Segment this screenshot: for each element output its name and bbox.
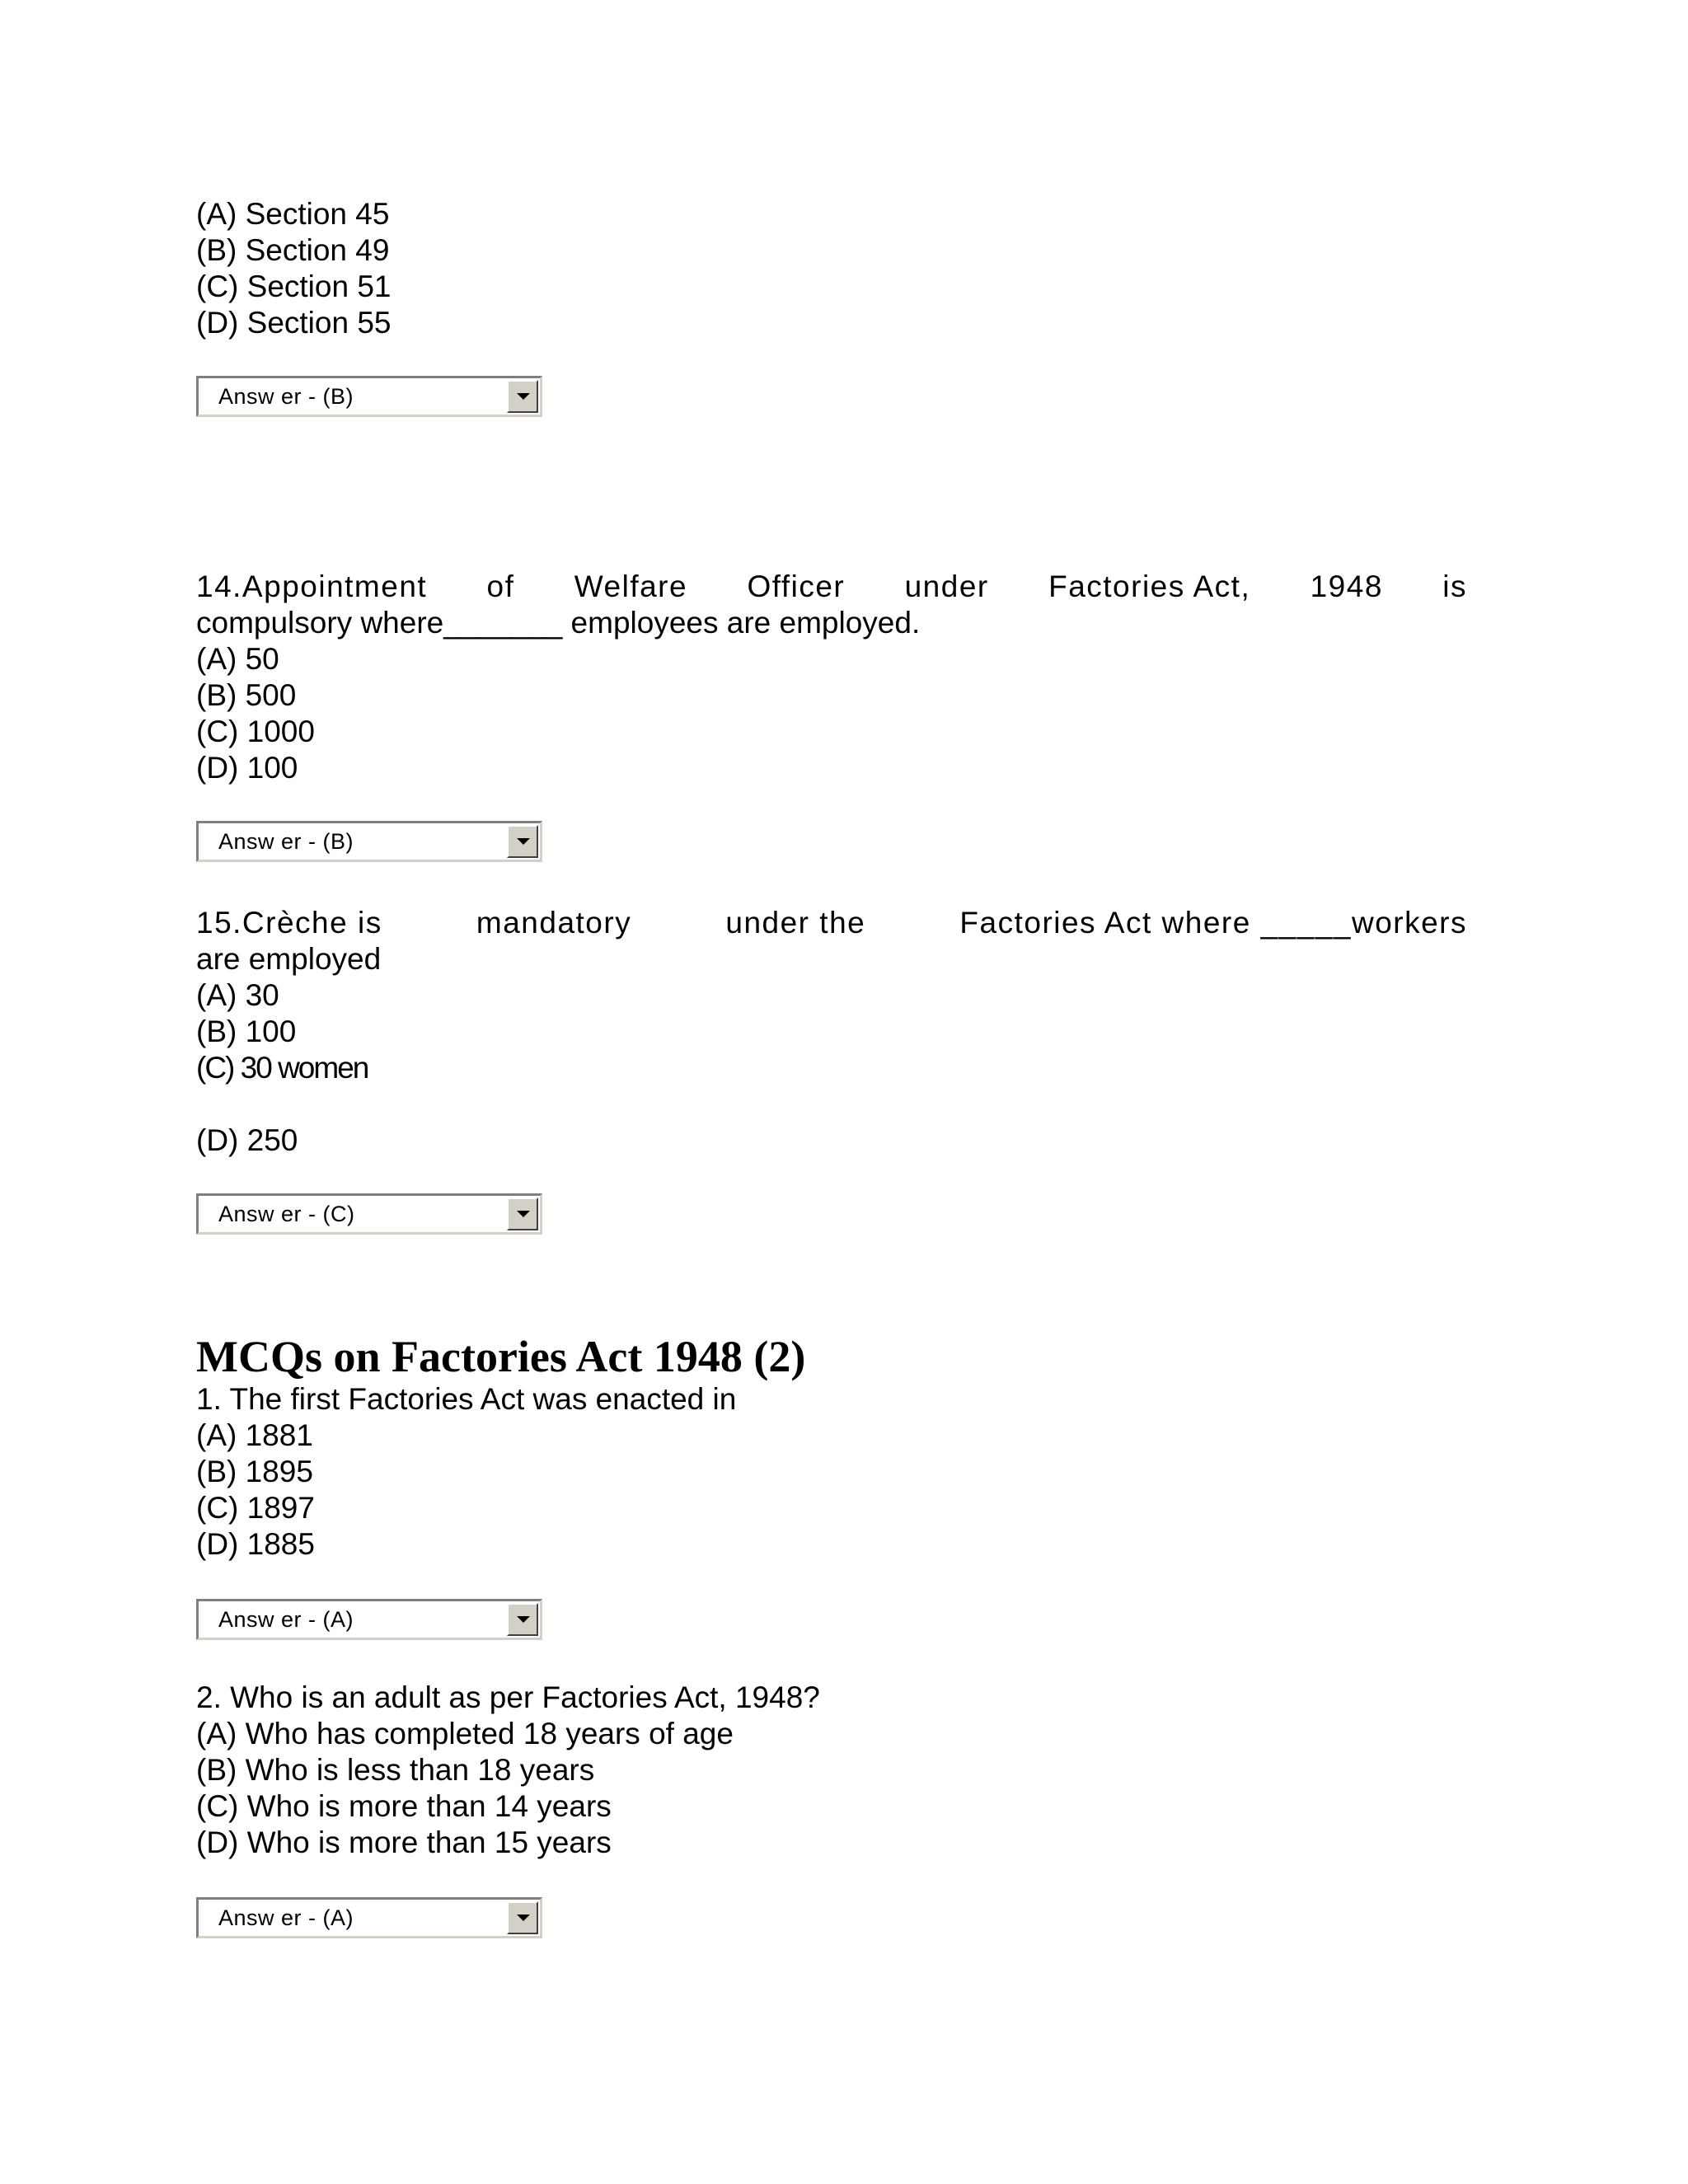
q14-word: Officer <box>747 569 846 603</box>
dropdown-button[interactable] <box>507 1197 538 1230</box>
option-b: (B) Who is less than 18 years <box>196 1753 595 1787</box>
option-a: (A) 50 <box>196 642 279 676</box>
option-c: (C) 1000 <box>196 715 315 748</box>
answer-dropdown-value: Answ er - (C) <box>218 1202 355 1226</box>
option-c: (C) 30 women <box>196 1051 368 1085</box>
q14-block <box>196 569 1467 786</box>
q14-word: is <box>1442 569 1467 603</box>
answer-dropdown-s2-q1[interactable] <box>196 1599 542 1640</box>
q14-word: 14.Appointment <box>196 569 428 603</box>
q14-word: under <box>904 569 989 603</box>
option-c: (C) Section 51 <box>196 269 392 303</box>
answer-dropdown-q15[interactable] <box>196 1193 542 1235</box>
s2-q2-block <box>196 1680 820 1861</box>
q13-options <box>196 196 392 341</box>
q15-question-line2: are employed <box>196 942 382 976</box>
section-heading: MCQs on Factories Act 1948 (2) <box>196 1332 806 1381</box>
option-b: (B) Section 49 <box>196 233 390 267</box>
option-d: (D) Who is more than 15 years <box>196 1825 612 1859</box>
chevron-down-icon <box>517 838 530 845</box>
option-d: (D) 100 <box>196 751 298 785</box>
question-text: 1. The first Factories Act was enacted in <box>196 1382 737 1416</box>
q14-word: Welfare <box>574 569 688 603</box>
q14-word: of <box>486 569 515 603</box>
q14-question-line2: compulsory where_______ employees are employed. <box>196 606 921 640</box>
q14-word: 1948 <box>1310 569 1383 603</box>
q15-question-line1 <box>196 905 1467 941</box>
option-a: (A) 30 <box>196 978 279 1012</box>
option-a: (A) 1881 <box>196 1418 313 1452</box>
answer-dropdown-s2-q2[interactable] <box>196 1897 542 1938</box>
option-d: (D) 250 <box>196 1123 298 1157</box>
chevron-down-icon <box>517 393 530 400</box>
q15-block <box>196 905 1467 1159</box>
answer-dropdown-value: Answ er - (B) <box>218 829 354 854</box>
dropdown-button[interactable] <box>507 1901 538 1934</box>
q15-word: under the <box>725 906 866 940</box>
option-c: (C) Who is more than 14 years <box>196 1789 612 1823</box>
answer-dropdown-q13[interactable] <box>196 376 542 417</box>
option-d: (D) Section 55 <box>196 306 392 340</box>
option-b: (B) 100 <box>196 1015 297 1048</box>
answer-dropdown-value: Answ er - (A) <box>218 1905 354 1930</box>
q14-question-line1 <box>196 569 1467 605</box>
option-d: (D) 1885 <box>196 1527 315 1561</box>
q15-word: Factories Act where _____workers <box>959 906 1467 940</box>
s2-q1-block <box>196 1381 736 1563</box>
answer-dropdown-value: Answ er - (A) <box>218 1607 354 1632</box>
option-a: (A) Section 45 <box>196 197 390 231</box>
q14-word: Factories Act, <box>1048 569 1251 603</box>
option-c: (C) 1897 <box>196 1491 315 1525</box>
answer-dropdown-value: Answ er - (B) <box>218 384 354 409</box>
dropdown-button[interactable] <box>507 380 538 413</box>
question-text: 2. Who is an adult as per Factories Act, 1948? <box>196 1680 820 1714</box>
chevron-down-icon <box>517 1915 530 1921</box>
option-a: (A) Who has completed 18 years of age <box>196 1717 734 1750</box>
option-b: (B) 500 <box>196 678 297 712</box>
option-b: (B) 1895 <box>196 1455 313 1488</box>
q15-word: 15.Crèche is <box>196 906 382 940</box>
chevron-down-icon <box>517 1616 530 1623</box>
q15-word: mandatory <box>476 906 632 940</box>
answer-dropdown-q14[interactable] <box>196 821 542 862</box>
dropdown-button[interactable] <box>507 1603 538 1636</box>
dropdown-button[interactable] <box>507 825 538 858</box>
chevron-down-icon <box>517 1211 530 1217</box>
